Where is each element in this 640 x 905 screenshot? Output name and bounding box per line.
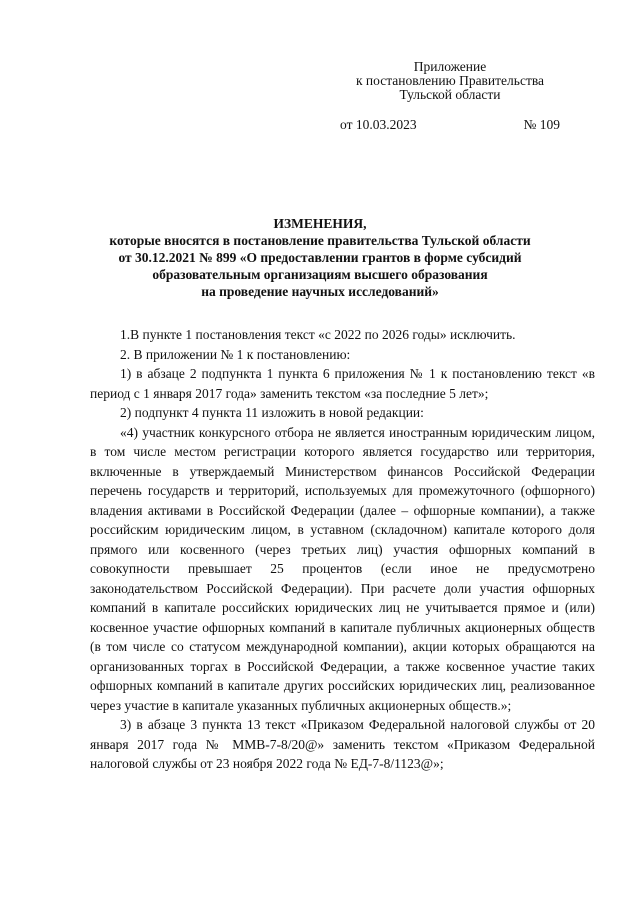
- date-number-line: [340, 117, 560, 133]
- appendix-line-2: к постановлению Правительства: [355, 73, 545, 88]
- title-line-3: от 30.12.2021 № 899 «О предоставлении грантов в форме субсидий: [118, 250, 522, 265]
- title-line-4: образовательным организациям высшего образования: [152, 267, 488, 282]
- title-line-1: ИЗМЕНЕНИЯ,: [273, 216, 367, 231]
- appendix-line-1: Приложение: [413, 59, 487, 74]
- document-date: от 10.03.2023: [340, 117, 417, 132]
- paragraph: 3) в абзаце 3 пункта 13 текст «Приказом Федеральной налоговой службы от 20 января 2017 года № ММВ-7-8/20@» заменить текстом «Приказом Федеральной налоговой службы от 23 ноября 2022 года № ЕД-7-8/1123@»;: [90, 717, 595, 771]
- paragraph: 1) в абзаце 2 подпункта 1 пункта 6 приложения № 1 к постановлению текст «в период с 1 января 2017 года» заменить текстом «за последние 5 лет»;: [90, 366, 595, 401]
- document-body: [90, 325, 595, 774]
- paragraph: 1.В пункте 1 постановления текст «с 2022 по 2026 годы» исключить.: [120, 327, 516, 342]
- document-number: № 109: [523, 117, 560, 132]
- appendix-line-3: Тульской области: [399, 87, 501, 102]
- appendix-header: [340, 60, 560, 102]
- title-line-2: которые вносятся в постановление правительства Тульской области: [109, 233, 531, 248]
- document-title: [90, 215, 550, 300]
- paragraph: 2. В приложении № 1 к постановлению:: [120, 346, 351, 362]
- paragraph: «4) участник конкурсного отбора не является иностранным юридическим лицом, в том числе местом регистрации которого является государство или территория, включенные в утверждаемый Министерством финансов Российской Федерации перечень государств и территорий, используемых для промежуточного (офшорного) владения активами в Российской Федерации (далее – офшорные компании), а также российским юридическим лицом, в уставном (складочном) капитале которого доля прямого или косвенного (через третьих лиц) участия офшорных компаний в совокупности превышает 25 процентов (если иное не предусмотрено законодательством Российской Федерации). При расчете доли участия офшорных компаний в капитале российских юридических лиц не учитывается прямое и (или) косвенное участие офшорных компаний в капитале публичных акционерных обществ (в том числе со статусом международной компании), акции которых обращаются на организованных торгах в Российской Федерации, а также косвенное участие таких офшорных компаний в капитале других российских юридических лиц, реализованное через участие в капитале указанных публичных акционерных обществ.»;: [90, 424, 595, 713]
- paragraph: 2) подпункт 4 пункта 11 изложить в новой редакции:: [120, 405, 424, 420]
- title-line-5: на проведение научных исследований»: [201, 284, 439, 299]
